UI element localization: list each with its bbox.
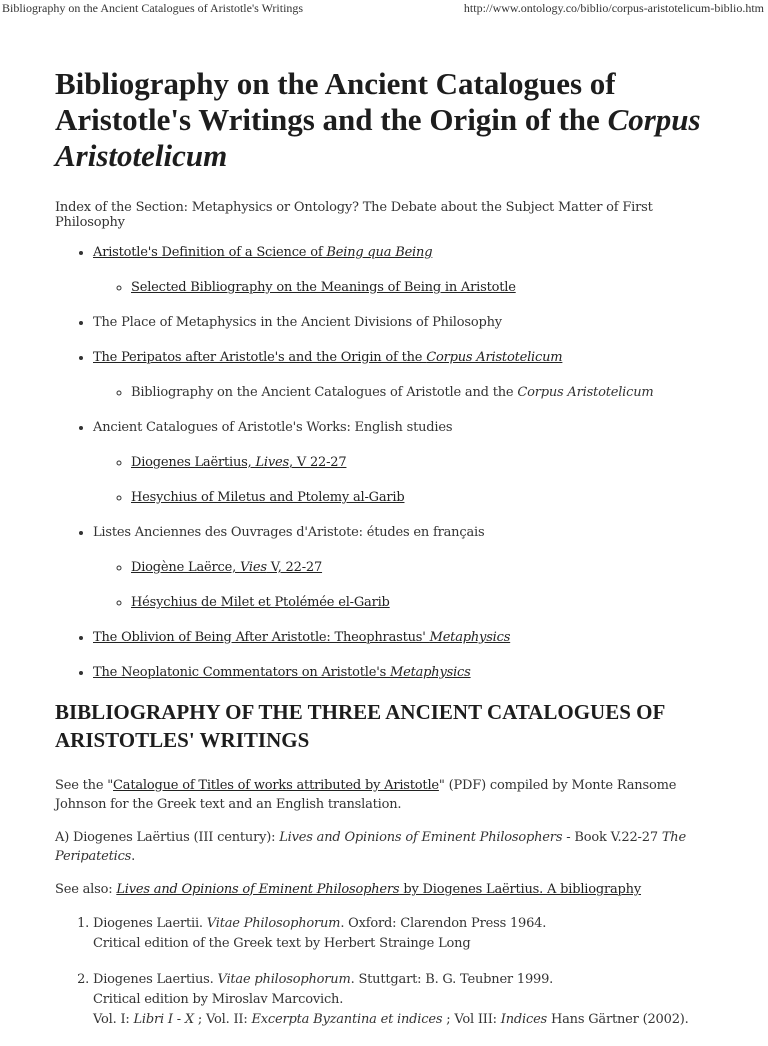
- toc-text-english-studies: Ancient Catalogues of Aristotle's Works: English studies: [93, 420, 453, 435]
- print-header-title: Bibliography on the Ancient Catalogues of Aristotle's Writings: [2, 1, 304, 15]
- toc-subitem-diogene-vies: [131, 559, 725, 594]
- toc-text-place-of-metaphysics: The Place of Metaphysics in the Ancient Divisions of Philosophy: [93, 315, 502, 330]
- section-index-line: Index of the Section: Metaphysics or Ontology? The Debate about the Subject Matter of First Philosophy: [55, 200, 653, 230]
- page-title-italic: Corpus Aristotelicum: [55, 102, 701, 173]
- page-title-text: Bibliography on the Ancient Catalogues of Aristotle's Writings and the Origin of the: [55, 66, 616, 137]
- catalogue-of-titles-link[interactable]: Catalogue of Titles of works attributed by Aristotle: [113, 778, 439, 793]
- toc-subitem-hesychius: [131, 489, 725, 507]
- toc-item-being-qua-being: [93, 244, 725, 314]
- lives-bibliography-link[interactable]: Lives and Opinions of Eminent Philosophers by Diogenes Laërtius. A bibliography: [116, 882, 641, 897]
- toc-link-neoplatonic[interactable]: The Neoplatonic Commentators on Aristotle's Metaphysics: [93, 665, 471, 680]
- diogenes-paragraph: A) Diogenes Laërtius (III century): Lives and Opinions of Eminent Philosophers - Book V.22-27 The Peripatetics.: [55, 830, 686, 864]
- section-index-list: [55, 244, 725, 682]
- toc-item-peripatos: [93, 349, 725, 419]
- toc-link-being-qua-being[interactable]: Aristotle's Definition of a Science of Being qua Being: [93, 245, 433, 260]
- print-header-url: http://www.ontology.co/biblio/corpus-aristotelicum-biblio.htm: [463, 1, 764, 15]
- toc-link-hesychius-fr[interactable]: Hésychius de Milet et Ptolémée el-Garib: [131, 595, 390, 610]
- toc-link-diogenes-lives[interactable]: Diogenes Laërtius, Lives, V 22-27: [131, 455, 347, 470]
- page-title: [55, 66, 725, 174]
- toc-subitem-meanings-of-being: [131, 279, 725, 297]
- toc-item-neoplatonic: [93, 664, 725, 682]
- toc-link-meanings-of-being[interactable]: Selected Bibliography on the Meanings of Being in Aristotle: [131, 280, 516, 295]
- reference-list: [55, 914, 725, 1046]
- toc-link-theophrastus[interactable]: The Oblivion of Being After Aristotle: Theophrastus' Metaphysics: [93, 630, 511, 645]
- toc-item-english-studies: [93, 419, 725, 524]
- reference-item: 1. Diogenes Laertii. Vitae Philosophorum. Oxford: Clarendon Press 1964. Critical edition of the Greek text by Herbert Strainge Long: [93, 914, 725, 970]
- reference-item: 2. Diogenes Laertius. Vitae philosophorum. Stuttgart: B. G. Teubner 1999. Critical edition by Miroslav Marcovich. Vol. I: Libri I - X ; Vol. II: Excerpta Byzantina et indices ; Vol III: Indices Hans Gärtner (2002).: [93, 970, 725, 1046]
- toc-item-etudes-francais: [93, 524, 725, 629]
- toc-link-hesychius[interactable]: Hesychius of Miletus and Ptolemy al-Garib: [131, 490, 405, 505]
- toc-text-ancient-catalogues: Bibliography on the Ancient Catalogues of Aristotle and the Corpus Aristotelicum: [131, 385, 654, 400]
- toc-subitem-ancient-catalogues: [131, 384, 725, 402]
- toc-link-diogene-vies[interactable]: Diogène Laërce, Vies V, 22-27: [131, 560, 323, 575]
- toc-text-etudes-francais: Listes Anciennes des Ouvrages d'Aristote: études en français: [93, 525, 485, 540]
- toc-subitem-hesychius-fr: [131, 594, 725, 612]
- toc-subitem-diogenes-lives: [131, 454, 725, 489]
- see-also-paragraph: See also: Lives and Opinions of Eminent Philosophers by Diogenes Laërtius. A bibliography: [55, 882, 641, 897]
- toc-link-peripatos[interactable]: The Peripatos after Aristotle's and the Origin of the Corpus Aristotelicum: [93, 350, 563, 365]
- toc-item-theophrastus: [93, 629, 725, 664]
- page-content: [55, 66, 725, 1046]
- section-heading: BIBLIOGRAPHY OF THE THREE ANCIENT CATALOGUES OF ARISTOTLES' WRITINGS: [55, 700, 665, 752]
- catalogue-paragraph: See the "Catalogue of Titles of works attributed by Aristotle" (PDF) compiled by Monte Ransome Johnson for the Greek text and an English translation.: [55, 778, 677, 812]
- print-header: [0, 0, 768, 18]
- toc-item-place-of-metaphysics: [93, 314, 725, 349]
